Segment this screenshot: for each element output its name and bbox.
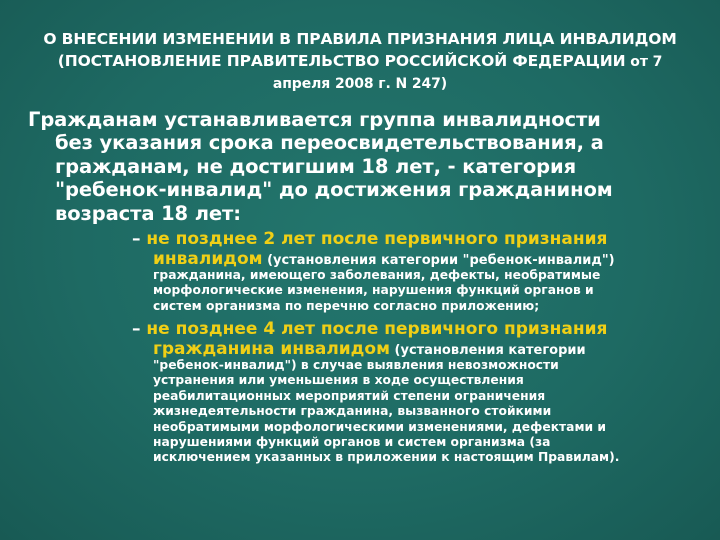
item-heading-cont xyxy=(132,339,702,358)
item-highlight: гражданина инвалидом xyxy=(153,339,390,359)
dash-bullet: – xyxy=(132,229,147,249)
item-highlight: не позднее 4 лет после первичного признания xyxy=(146,319,608,339)
lead-line: возраста 18 лет: xyxy=(55,201,241,225)
title-line-2-tail: от 7 xyxy=(625,54,663,70)
item-body-line: систем организма по перечню согласно приложению; xyxy=(153,298,540,313)
item-body xyxy=(132,358,702,466)
lead-line: без указания срока переосвидетельствования, а xyxy=(55,131,604,155)
item-heading-cont xyxy=(132,249,702,268)
title-line-2-main: (ПОСТАНОВЛЕНИЕ ПРАВИТЕЛЬСТВО РОССИЙСКОЙ ФЕДЕРАЦИИ xyxy=(57,52,626,70)
item-continuation: (установления категории xyxy=(390,343,586,358)
item-body-line: морфологические изменения, нарушения функций органов и xyxy=(153,283,594,298)
item-heading xyxy=(132,318,702,339)
item-heading xyxy=(132,228,702,249)
item-highlight: не позднее 2 лет после первичного признания xyxy=(146,229,608,249)
item-body-line: реабилитационных мероприятий степени ограничения xyxy=(153,388,546,403)
slide-title xyxy=(20,28,700,95)
item-body-line: устранения или уменьшения в ходе осуществления xyxy=(153,373,524,388)
item-body-line: исключением указанных в приложении к настоящим Правилам). xyxy=(153,450,620,465)
lead-line: "ребенок-инвалид" до достижения гражданином xyxy=(55,178,613,202)
item-body-line: необратимыми морфологическими изменениями, дефектами и xyxy=(153,419,607,434)
list-item xyxy=(132,318,702,466)
dash-bullet: – xyxy=(132,319,147,339)
list-item xyxy=(132,228,702,314)
item-body-line: нарушениями функций органов и систем организма (за xyxy=(153,435,551,450)
title-line-3: апреля 2008 г. N 247) xyxy=(272,76,448,92)
title-line-2 xyxy=(20,50,700,73)
item-body xyxy=(132,268,702,314)
lead-line: гражданам, не достигшим 18 лет, - категория xyxy=(55,154,576,178)
item-continuation: (установления категории "ребенок-инвалид") xyxy=(262,253,615,268)
item-body-line: жизнедеятельности гражданина, вызванного стойкими xyxy=(153,404,552,419)
item-body-line: "ребенок-инвалид") в случае выявления невозможности xyxy=(153,358,559,372)
lead-line: Гражданам устанавливается группа инвалидности xyxy=(28,108,601,131)
title-line-1: О ВНЕСЕНИИ ИЗМЕНЕНИИ В ПРАВИЛА ПРИЗНАНИЯ ЛИЦА ИНВАЛИДОМ xyxy=(43,30,677,48)
lead-paragraph xyxy=(28,108,704,225)
item-highlight: инвалидом xyxy=(153,249,263,269)
item-body-line: гражданина, имеющего заболевания, дефекты, необратимые xyxy=(153,268,601,282)
